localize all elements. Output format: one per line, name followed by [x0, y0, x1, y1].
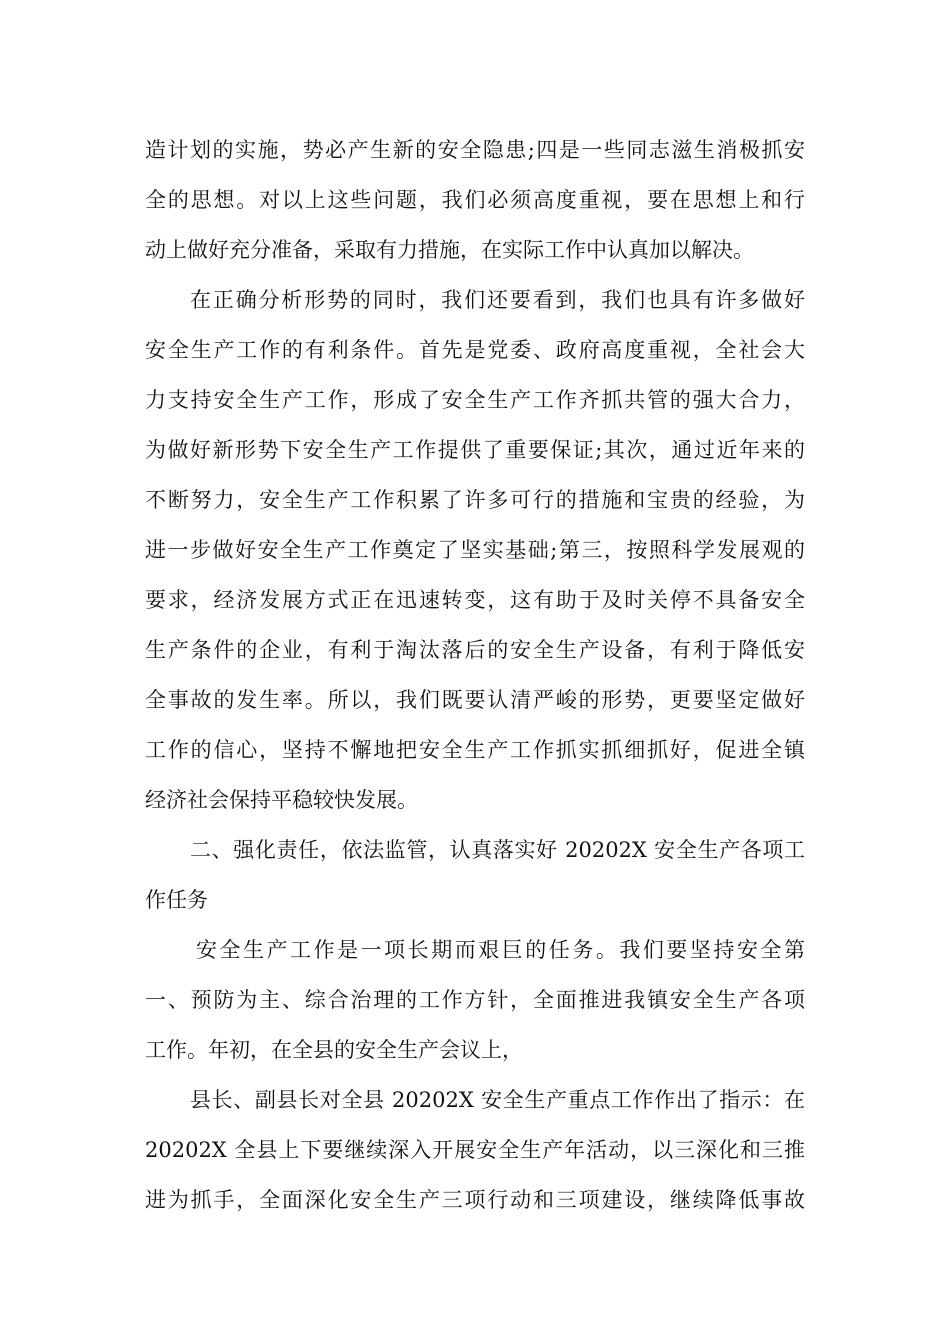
text-line: 20202X 全县上下要继续深入开展安全生产年活动，以三深化和三推 [145, 1138, 805, 1162]
paragraph-first-line: 在正确分析形势的同时，我们还要看到，我们也具有许多做好 [190, 288, 805, 312]
text-line: 力支持安全生产工作，形成了安全生产工作齐抓共管的强大合力， [145, 388, 805, 412]
text-line: 要求，经济发展方式正在迅速转变，这有助于及时关停不具备安全 [145, 588, 805, 612]
section-heading: 二、强化责任，依法监管，认真落实好 20202X 安全生产各项工 [190, 838, 805, 862]
text-line: 进为抓手，全面深化安全生产三项行动和三项建设，继续降低事故 [145, 1188, 805, 1212]
text-line: 为做好新形势下安全生产工作提供了重要保证;其次，通过近年来的 [145, 438, 805, 462]
text-line: 一、预防为主、综合治理的工作方针，全面推进我镇安全生产各项 [145, 988, 805, 1012]
section-heading-continued: 作任务 [145, 888, 208, 912]
text-line: 进一步做好安全生产工作奠定了坚实基础;第三，按照科学发展观的 [145, 538, 805, 562]
text-line: 全事故的发生率。所以，我们既要认清严峻的形势，更要坚定做好 [145, 688, 805, 712]
text-line: 生产条件的企业，有利于淘汰落后的安全生产设备，有利于降低安 [145, 638, 805, 662]
text-line: 造计划的实施，势必产生新的安全隐患;四是一些同志滋生消极抓安 [145, 138, 805, 162]
paragraph-first-line: 县长、副县长对全县 20202X 安全生产重点工作作出了指示：在 [190, 1088, 805, 1112]
paragraph-first-line: 安全生产工作是一项长期而艰巨的任务。我们要坚持安全第 [196, 938, 805, 962]
text-line: 不断努力，安全生产工作积累了许多可行的措施和宝贵的经验，为 [145, 488, 805, 512]
text-line: 动上做好充分准备，采取有力措施，在实际工作中认真加以解决。 [145, 238, 754, 262]
text-line: 工作的信心，坚持不懈地把安全生产工作抓实抓细抓好，促进全镇 [145, 738, 805, 762]
text-line: 安全生产工作的有利条件。首先是党委、政府高度重视，全社会大 [145, 338, 805, 362]
text-line: 经济社会保持平稳较快发展。 [145, 788, 418, 812]
text-line: 工作。年初，在全县的安全生产会议上， [145, 1038, 523, 1062]
text-line: 全的思想。对以上这些问题，我们必须高度重视，要在思想上和行 [145, 188, 805, 212]
